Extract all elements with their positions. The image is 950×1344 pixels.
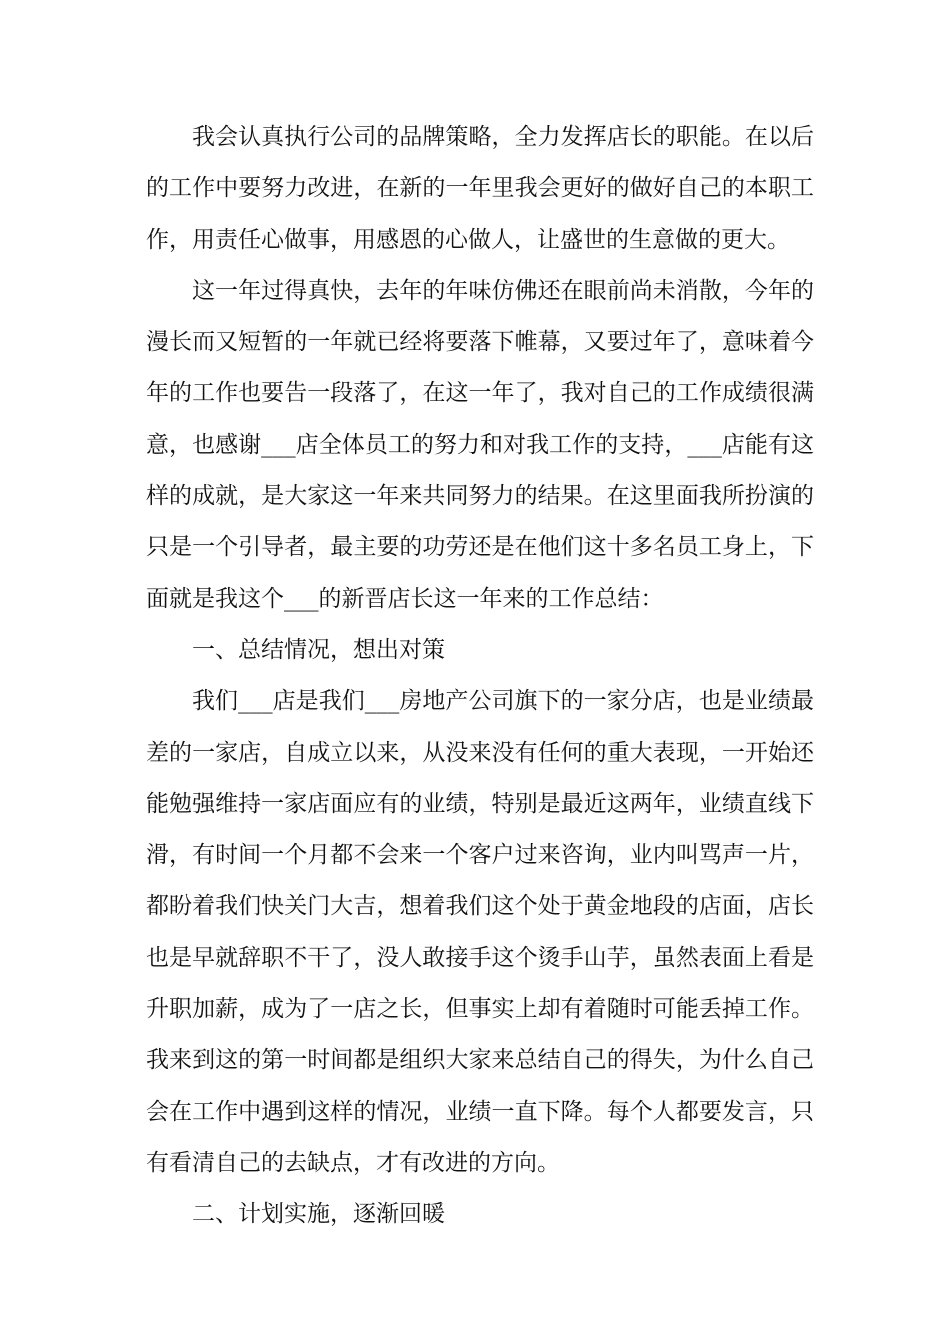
section-heading-2: 二、计划实施，逐渐回暖 [192,1201,445,1228]
paragraph-store-situation: 我们___店是我们___房地产公司旗下的一家分店，也是业绩最差的一家店，自成立以来，从没来没有任何的重大表现，一开始还能勉强维持一家店面应有的业绩，特别是最近这两年，业绩直线下滑，有时间一个月都不会来一个客户过来咨询，业内叫骂声一片，都盼着我们快关门大吉，想着我们这个处于黄金地段的店面，店长也是早就辞职不干了，没人敢接手这个烫手山芋，虽然表面上看是升职加薪，成为了一店之长，但事实上却有着随时可能丢掉工作。我来到这的第一时间都是组织大家来总结自己的得失，为什么自己会在工作中遇到这样的情况，业绩一直下降。每个人都要发言，只有看清自己的去缺点，才有改进的方向。 [146,688,814,1176]
document-body [146,112,814,1241]
paragraph-year-review: 这一年过得真快，去年的年味仿佛还在眼前尚未消散，今年的漫长而又短暂的一年就已经将要落下帷幕，又要过年了，意味着今年的工作也要告一段落了，在这一年了，我对自己的工作成绩很满意，也感谢___店全体员工的努力和对我工作的支持，___店能有这样的成就，是大家这一年来共同努力的结果。在这里面我所扮演的只是一个引导者，最主要的功劳还是在他们这十多名员工身上，下面就是我这个___的新晋店长这一年来的工作总结： [146,277,814,612]
paragraph-brand-strategy: 我会认真执行公司的品牌策略，全力发挥店长的职能。在以后的工作中要努力改进，在新的一年里我会更好的做好自己的本职工作，用责任心做事，用感恩的心做人，让盛世的生意做的更大。 [146,124,814,253]
section-heading-1: 一、总结情况，想出对策 [192,636,445,663]
